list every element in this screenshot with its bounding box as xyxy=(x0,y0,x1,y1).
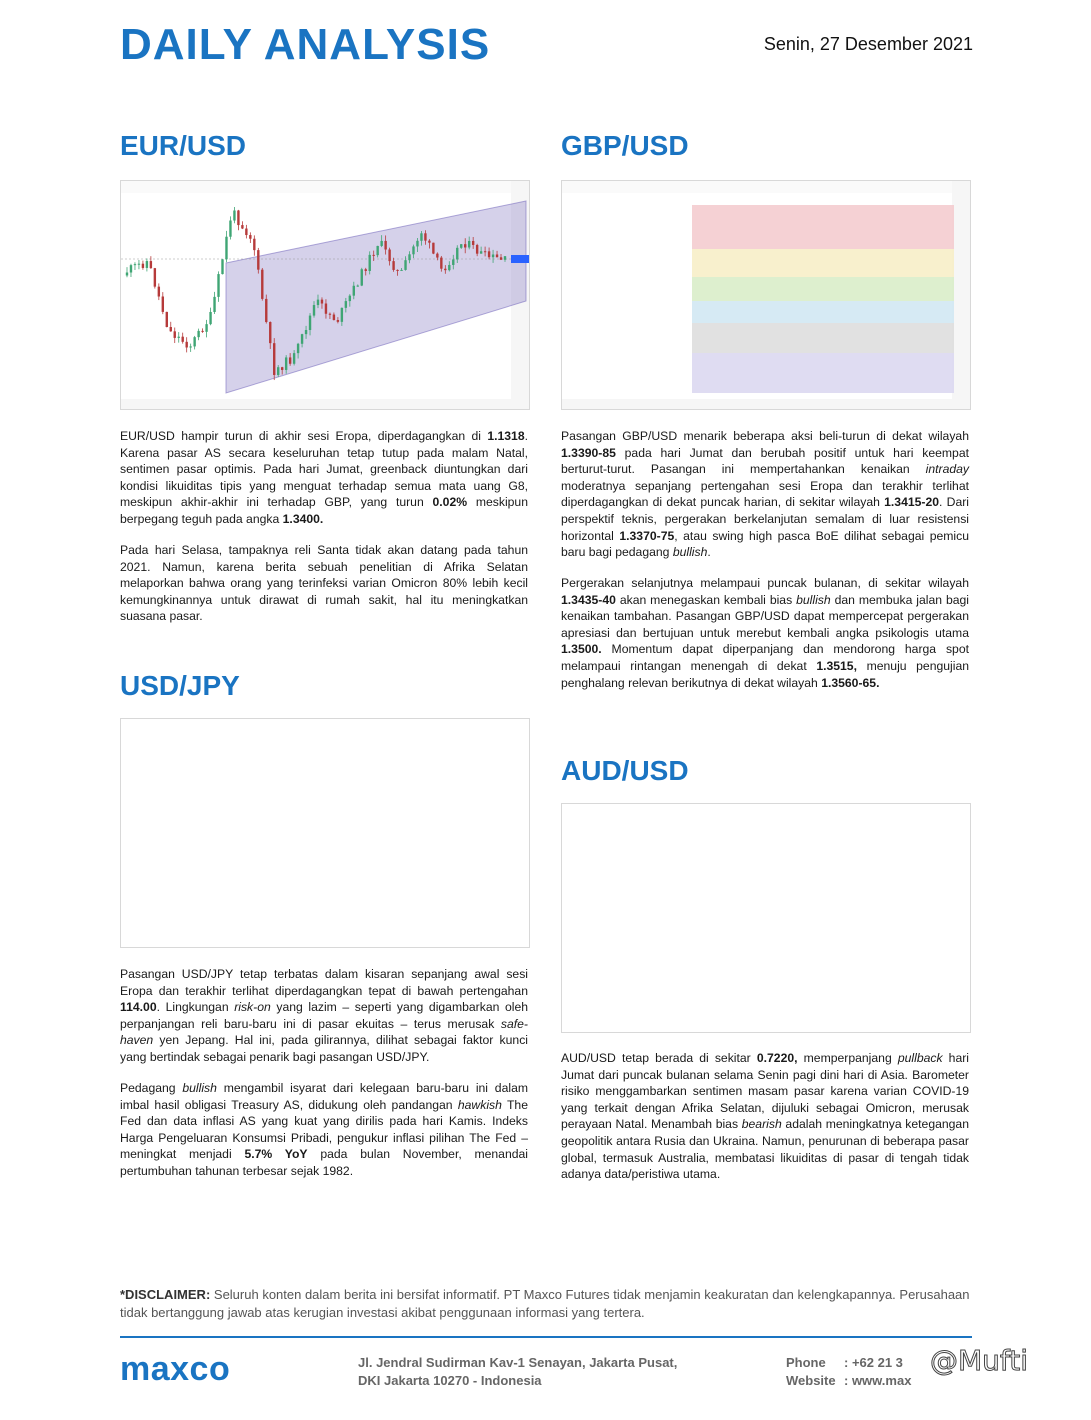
trend-channel xyxy=(226,201,526,393)
report-date: Senin, 27 Desember 2021 xyxy=(763,34,973,54)
bold-text: 1.3515, xyxy=(816,658,857,673)
bold-text: 1.3400. xyxy=(282,511,324,526)
eurusd-chart xyxy=(120,180,530,410)
footer-divider xyxy=(120,1336,972,1338)
website-label: Website xyxy=(786,1373,836,1388)
bold-text: 1.3560-65. xyxy=(821,675,880,690)
candle xyxy=(249,232,251,243)
chart-header-bar xyxy=(562,181,970,193)
eurusd-paragraph-2: Pada hari Selasa, tampaknya reli Santa tidak akan datang pada tahun 2021. Namun, karena berita sebuah penelitian di Afrika Selatan melaporkan bahwa orang yang terinfeksi varian Omicron 80% lebih kecil kemungkinannya untuk dirawat di rumah sakit, hal itu meningkatkan suasana pasar. xyxy=(120,543,528,624)
usdjpy-chart xyxy=(120,718,530,948)
candle xyxy=(170,322,172,332)
bold-text: 114.00 xyxy=(120,1000,157,1015)
candle xyxy=(146,258,148,271)
italic-text: hawkish xyxy=(457,1097,502,1112)
bold-text: 1.3415-20 xyxy=(884,495,940,510)
time-axis xyxy=(121,399,529,409)
italic-text: risk-on xyxy=(234,1000,271,1015)
candle xyxy=(225,231,227,262)
candle xyxy=(432,243,434,254)
candle xyxy=(265,295,267,324)
candle xyxy=(213,292,215,314)
fib-band xyxy=(692,323,954,353)
italic-text: bullish xyxy=(672,545,708,560)
chart-svg xyxy=(562,181,970,409)
candle xyxy=(134,262,136,270)
watermark: @Mufti xyxy=(930,1344,1029,1377)
company-address xyxy=(358,1354,677,1390)
italic-text: bullish xyxy=(182,1081,217,1095)
fib-band xyxy=(692,301,954,323)
candle xyxy=(253,235,255,255)
candle xyxy=(142,261,144,270)
candle xyxy=(138,260,140,269)
audusd-chart xyxy=(561,803,971,1033)
audusd-paragraph-1: AUD/USD tetap berada di sekitar 0.7220, memperpanjang pullback hari Jumat dari puncak bulanan selama Senin pagi dini hari di Asia. Barometer risiko menggambarkan sentimen masam pasar karena varian COVID-19 yang terkait dengan Afrika Selatan, dijuluki sebagai Omicron, merusak perayaan Natal. Menambah bias bearish adalah meningkatnya ketegangan geopolitik antara Rusia dan Ukraina. Namun, penurunan di beberapa pasar global, termasuk Australia, membatasi likuiditas di pasar di tengah tidak adanya data/peristiwa utama. xyxy=(561,1051,969,1182)
bold-text: 1.3370-75 xyxy=(619,528,675,543)
candle xyxy=(205,320,207,338)
phone-label: Phone xyxy=(786,1355,826,1370)
bold-text: 1.3390-85 xyxy=(561,445,616,460)
candle xyxy=(209,308,211,326)
usdjpy-paragraph-2: Pedagang bullish mengambil isyarat dari kelegaan baru-baru ini dalam imbal hasil obligasi Treasury AS, didukung oleh pandangan hawkish The Fed dan data inflasi AS yang kuat yang dirilis pada hari Kamis. Indeks Harga Pengeluaran Konsumsi Pribadi, pengukur inflasi pilihan The Fed – meningkat menjadi 5.7% YoY pada bulan November, menandai pertumbuhan tahunan terbesar sejak 1982. xyxy=(120,1081,529,1178)
disclaimer-text: Seluruh konten dalam berita ini bersifat informatif. PT Maxco Futures tidak menjamin keakuratan dan kelengkapannya. Perusahaan tidak bertanggung jawab atas kerugian investasi akibat penggunaan informasi yang tertera. xyxy=(120,1287,970,1320)
candle xyxy=(158,283,160,300)
candle xyxy=(126,267,128,277)
candle xyxy=(178,332,180,343)
audusd-title: AUD/USD xyxy=(561,755,689,786)
contact-info xyxy=(786,1354,911,1390)
candle xyxy=(166,312,168,328)
candle xyxy=(185,337,187,352)
italic-text: intraday xyxy=(925,462,969,477)
eurusd-paragraph-1: EUR/USD hampir turun di akhir sesi Eropa, diperdagangkan di 1.1318. Karena pasar AS secara keseluruhan tetap tutup pada malam Natal, sentimen pasar optimis. Pada hari Jumat, greenback diuntungkan dari kondisi likuiditas tipis yang menguat terhadap semua mata uang G8, meskipun akhir-akhir ini terhadap GBP, yang turun 0.02% meskipun berpegang teguh pada angka 1.3400. xyxy=(120,429,528,526)
website-value[interactable]: : www.max xyxy=(844,1373,912,1388)
current-price-marker xyxy=(511,255,529,263)
fib-band xyxy=(692,205,954,249)
bold-text: 1.1318 xyxy=(487,429,525,443)
bold-text: 0.02% xyxy=(432,495,468,510)
fib-band xyxy=(692,277,954,301)
bold-text: 5.7% YoY xyxy=(244,1147,308,1162)
chart-header-bar xyxy=(121,181,529,193)
candle xyxy=(233,207,235,223)
price-axis xyxy=(952,181,970,409)
fib-band xyxy=(692,353,954,393)
candle xyxy=(130,264,132,277)
gbpusd-chart xyxy=(561,180,971,410)
bold-text: 1.3500. xyxy=(561,642,602,657)
candle xyxy=(189,344,191,352)
candle xyxy=(221,259,223,274)
candle xyxy=(217,271,219,302)
candle xyxy=(150,256,152,269)
usdjpy-paragraph-1: Pasangan USD/JPY tetap terbatas dalam kisaran sepanjang awal sesi Eropa dan terakhir terlihat diperdagangkan tepat di bawah pertengahan 114.00. Lingkungan risk-on yang lazim – seperti yang digambarkan oleh perpanjangan reli baru-baru ini di pasar ekuitas – terus merusak safe-haven yen Jepang. Hal ini, pada gilirannya, dilihat sebagai faktor kunci yang bertindak sebagai penarik bagi pasangan USD/JPY. xyxy=(120,967,528,1064)
candle xyxy=(197,329,199,341)
gbpusd-paragraph-1: Pasangan GBP/USD menarik beberapa aksi beli-turun di dekat wilayah 1.3390-85 pada hari Jumat dan berubah positif untuk hari keempat berturut-turut. Pasangan ini mempertahankan kenaikan intraday moderatnya sepanjang pertengahan sesi Eropa dan terakhir terlihat diperdagangkan di dekat puncak harian, di sekitar wilayah 1.3415-20. Dari perspektif teknis, pergerakan berkelanjutan semalam di luar resistensi horizontal 1.3370-75, atau swing high pasca BoE dilihat sebagai pemicu baru bagi pedagang bullish. xyxy=(561,429,970,560)
disclaimer-label: *DISCLAIMER: xyxy=(120,1287,211,1302)
bold-text: 1.3435-40 xyxy=(561,592,616,607)
candle xyxy=(229,216,231,239)
address-line-1: Jl. Jendral Sudirman Kav-1 Senayan, Jakarta Pusat, xyxy=(358,1355,678,1370)
address-line-2: DKI Jakarta 10270 - Indonesia xyxy=(358,1373,542,1388)
eurusd-title: EUR/USD xyxy=(120,130,247,161)
italic-text: safe-haven xyxy=(120,1016,528,1048)
candle xyxy=(174,328,176,344)
gbpusd-title: GBP/USD xyxy=(561,130,689,161)
candle xyxy=(245,225,247,239)
phone-value: : +62 21 3 xyxy=(844,1355,903,1370)
time-axis xyxy=(562,399,970,409)
candle xyxy=(193,336,195,350)
candle xyxy=(154,268,156,289)
candle xyxy=(237,210,239,230)
candle xyxy=(273,338,275,380)
maxco-logo: maxco xyxy=(120,1350,231,1388)
italic-text: bullish xyxy=(796,592,831,607)
gbpusd-paragraph-2: Pergerakan selanjutnya melampaui puncak bulanan, di sekitar wilayah 1.3435-40 akan menegaskan kembali bias bullish dan membuka jalan bagi kenaikan tambahan. Pasangan GBP/USD dapat mempercepat pergerakan apresiasi dan bertujuan untuk merebut kembali angka psikologis utama 1.3500. Momentum dapat diperpanjang dan mendorong harga spot melampaui rintangan menengah di dekat 1.3515, menuju pengujian penghalang relevan berikutnya di dekat wilayah 1.3560-65. xyxy=(561,576,970,690)
candle xyxy=(241,221,243,229)
italic-text: pullback xyxy=(897,1051,943,1065)
candle xyxy=(182,333,184,344)
candle xyxy=(162,292,164,314)
chart-svg xyxy=(121,181,529,409)
candle xyxy=(201,328,203,332)
usdjpy-title: USD/JPY xyxy=(120,670,240,701)
fib-band xyxy=(692,249,954,277)
bold-text: 0.7220, xyxy=(756,1051,798,1065)
candle xyxy=(261,268,263,301)
candle xyxy=(361,268,363,286)
page-title: DAILY ANALYSIS xyxy=(120,20,491,69)
disclaimer xyxy=(120,1286,972,1322)
italic-text: bearish xyxy=(741,1117,782,1132)
